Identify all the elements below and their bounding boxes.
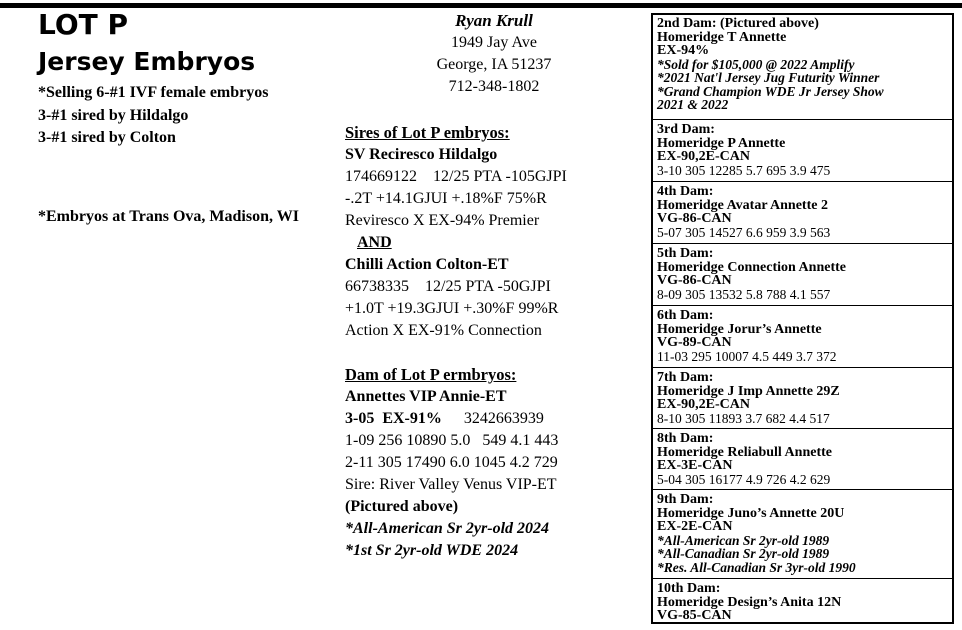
dam-name: Homeridge J Imp Annette 29Z — [657, 383, 840, 399]
dam-name: Homeridge Juno’s Annette 20U — [657, 505, 845, 521]
pedigree-8th-dam — [651, 428, 954, 486]
dam-record: 8-10 305 11893 3.7 682 4.4 517 — [657, 410, 830, 426]
seller-address: 1949 Jay Ave — [451, 34, 537, 51]
dam-note: *All-Canadian Sr 2yr-old 1989 — [657, 546, 830, 561]
lot-title: LOT P — [38, 8, 129, 41]
dam-label: 2nd Dam: (Pictured above) — [657, 16, 819, 31]
dam-classification: EX-90,2E-CAN — [657, 397, 750, 412]
dam-label: 3rd Dam: — [657, 122, 715, 137]
sire1-line1: 174669122 12/25 PTA -105GJPI — [345, 168, 567, 185]
sire1-line2: -.2T +14.1GJUI +.18%F 75%R — [345, 190, 547, 207]
colton-count-line: 3-#1 sired by Colton — [38, 129, 176, 146]
and-label: AND — [357, 234, 392, 251]
sire2-line1: 66738335 12/25 PTA -50GJPI — [345, 278, 551, 295]
embryo-location-line: *Embryos at Trans Ova, Madison, WI — [38, 208, 299, 225]
dam-name: Homeridge Jorur’s Annette — [657, 321, 822, 337]
sire2-line3: Action X EX-91% Connection — [345, 322, 542, 339]
pedigree-3rd-dam — [651, 119, 954, 177]
dam-classification: EX-2E-CAN — [657, 519, 733, 534]
dam-label: 4th Dam: — [657, 184, 714, 199]
dam-note: *All-American Sr 2yr-old 1989 — [657, 532, 830, 548]
dam-name: Homeridge Avatar Annette 2 — [657, 197, 828, 213]
dam-classification: EX-90,2E-CAN — [657, 149, 750, 164]
dam-classification: EX-94% — [657, 43, 710, 58]
dam-classification: VG-89-CAN — [657, 335, 732, 350]
top-rule — [0, 3, 962, 8]
dam-classification: VG-85-CAN — [657, 608, 732, 623]
dam-record-2: 2-11 305 17490 6.0 1045 4.2 729 — [345, 454, 558, 471]
lot-subtitle: Jersey Embryos — [38, 47, 256, 76]
hildalgo-count-line: 3-#1 sired by Hildalgo — [38, 107, 189, 124]
dam-note: 2021 & 2022 — [657, 97, 729, 112]
seller-phone: 712-348-1802 — [448, 78, 540, 95]
pedigree-4th-dam — [651, 181, 954, 239]
seller-name: Ryan Krull — [455, 11, 533, 30]
dam-heading: Dam of Lot P ermbryos: — [345, 365, 517, 384]
dam-label: 10th Dam: — [657, 581, 721, 596]
sire2-line2: +1.0T +19.3GJUI +.30%F 99%R — [345, 300, 559, 317]
dam-name: Homeridge Connection Annette — [657, 259, 846, 275]
sires-heading: Sires of Lot P embryos: — [345, 123, 510, 142]
sire1-name: SV Reciresco Hildalgo — [345, 146, 498, 163]
dam-classification: EX-3E-CAN — [657, 458, 733, 473]
dam-record: 5-07 305 14527 6.6 959 3.9 563 — [657, 224, 831, 240]
dam-label: 7th Dam: — [657, 370, 714, 385]
dam-classification: VG-86-CAN — [657, 273, 732, 288]
pedigree-6th-dam — [651, 305, 954, 363]
dam-sire: Sire: River Valley Venus VIP-ET — [345, 476, 557, 493]
dam-label: 6th Dam: — [657, 308, 714, 323]
dam-classification: VG-86-CAN — [657, 211, 732, 226]
dam-label: 9th Dam: — [657, 492, 714, 507]
pedigree-7th-dam — [651, 367, 954, 425]
dam-record: 3-10 305 12285 5.7 695 3.9 475 — [657, 162, 831, 178]
dam-label: 8th Dam: — [657, 431, 714, 446]
dam-note: *Grand Champion WDE Jr Jersey Show — [657, 83, 884, 99]
seller-contact — [413, 10, 575, 98]
dam-class-line: 3-05 EX-91% — [345, 410, 442, 427]
dam-pictured-note: (Pictured above) — [345, 498, 459, 515]
dam-name: Homeridge T Annette — [657, 29, 787, 45]
dam-name: Annettes VIP Annie-ET — [345, 388, 507, 405]
dam-note: *Res. All-Canadian Sr 3yr-old 1990 — [657, 559, 856, 575]
sire1-line3: Reviresco X EX-94% Premier — [345, 212, 540, 229]
dam-section — [345, 364, 558, 562]
dam-reg-number: 3242663939 — [463, 410, 544, 427]
sire2-name: Chilli Action Colton-ET — [345, 256, 509, 273]
dam-record: 5-04 305 16177 4.9 726 4.2 629 — [657, 471, 831, 487]
embryo-count-line: *Selling 6-#1 IVF female embryos — [38, 84, 269, 101]
sires-section — [345, 122, 567, 342]
dam-label: 5th Dam: — [657, 246, 714, 261]
pedigree-2nd-dam — [651, 17, 954, 112]
dam-note: *2021 Nat'l Jersey Jug Futurity Winner — [657, 70, 880, 85]
pedigree-5th-dam — [651, 243, 954, 301]
dam-record: 11-03 295 10007 4.5 449 3.7 372 — [657, 348, 837, 364]
dam-record: 8-09 305 13532 5.8 788 4.1 557 — [657, 286, 831, 302]
dam-name: Homeridge Design’s Anita 12N — [657, 594, 842, 610]
dam-record-1: 1-09 256 10890 5.0 549 4.1 443 — [345, 432, 559, 449]
dam-name: Homeridge P Annette — [657, 135, 786, 151]
dam-note: *Sold for $105,000 @ 2022 Amplify — [657, 56, 855, 72]
dam-name: Homeridge Reliabull Annette — [657, 444, 832, 460]
dam-honor-1: *All-American Sr 2yr-old 2024 — [345, 520, 550, 537]
seller-city: George, IA 51237 — [436, 56, 552, 73]
pedigree-9th-dam — [651, 489, 954, 574]
dam-honor-2: *1st Sr 2yr-old WDE 2024 — [345, 542, 519, 559]
pedigree-10th-dam — [651, 578, 954, 623]
